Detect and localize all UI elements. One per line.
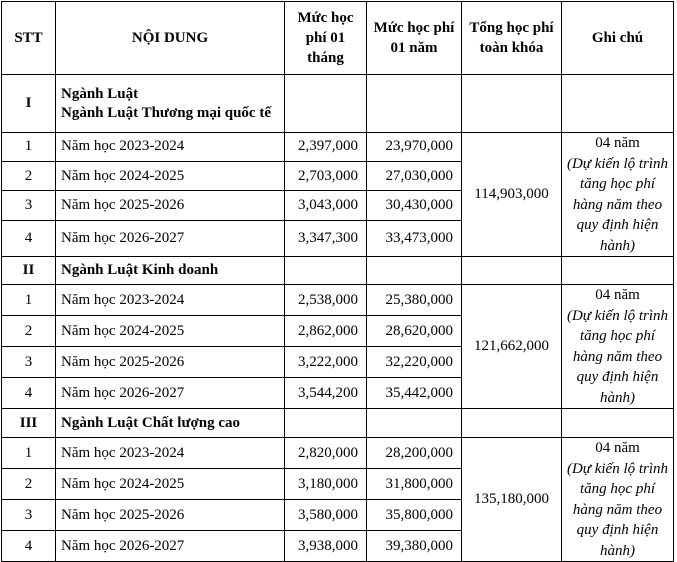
section-roman: III (2, 409, 56, 438)
row-monthly: 3,180,000 (285, 469, 367, 500)
section-total: 114,903,000 (462, 133, 562, 257)
section-title (56, 409, 285, 438)
row-monthly: 3,043,000 (285, 191, 367, 221)
empty-cell (562, 409, 674, 438)
row-year: Năm học 2023-2024 (56, 133, 285, 162)
row-year: Năm học 2024-2025 (56, 161, 285, 191)
row-stt: 3 (2, 191, 56, 221)
row-year: Năm học 2025-2026 (56, 500, 285, 531)
section-title-line: Ngành Luật Kinh doanh (61, 262, 219, 278)
empty-cell (367, 409, 462, 438)
section-row (2, 75, 674, 133)
row-year: Năm học 2025-2026 (56, 191, 285, 221)
section-row (2, 257, 674, 285)
row-yearly: 28,620,000 (367, 316, 462, 347)
row-stt: 1 (2, 438, 56, 469)
row-year: Năm học 2023-2024 (56, 438, 285, 469)
section-title (56, 257, 285, 285)
empty-cell (462, 409, 562, 438)
table-row (2, 438, 674, 469)
header-content: NỘI DUNG (56, 2, 285, 75)
row-year: Năm học 2026-2027 (56, 531, 285, 562)
row-stt: 2 (2, 316, 56, 347)
note-description: (Dự kiến lộ trình tăng học phí hàng năm theo quy định hiện hành) (566, 155, 669, 254)
row-yearly: 31,800,000 (367, 469, 462, 500)
section-title-line: Ngành Luật Chất lượng cao (61, 414, 241, 431)
empty-cell (562, 75, 674, 133)
header-yearly-fee: Mức học phí 01 năm (367, 2, 462, 75)
note-duration: 04 năm (595, 287, 640, 303)
row-yearly: 39,380,000 (367, 531, 462, 562)
row-monthly: 3,544,200 (285, 378, 367, 409)
row-yearly: 25,380,000 (367, 285, 462, 316)
row-year: Năm học 2024-2025 (56, 469, 285, 500)
header-row (2, 2, 674, 75)
empty-cell (285, 257, 367, 285)
section-total: 121,662,000 (462, 285, 562, 409)
note-description: (Dự kiến lộ trình tăng học phí hàng năm theo quy định hiện hành) (566, 307, 669, 406)
table-row (2, 285, 674, 316)
row-stt: 4 (2, 378, 56, 409)
section-roman: I (2, 75, 56, 133)
header-note: Ghi chú (562, 2, 674, 75)
section-total: 135,180,000 (462, 438, 562, 562)
row-stt: 4 (2, 221, 56, 257)
table-row (2, 133, 674, 162)
section-title-line: Ngành Luật (61, 85, 139, 102)
row-stt: 2 (2, 161, 56, 191)
row-stt: 2 (2, 469, 56, 500)
empty-cell (285, 409, 367, 438)
empty-cell (562, 257, 674, 285)
row-yearly: 30,430,000 (367, 191, 462, 221)
tuition-table (1, 1, 674, 562)
row-stt: 3 (2, 500, 56, 531)
row-yearly: 35,800,000 (367, 500, 462, 531)
header-stt: STT (2, 2, 56, 75)
row-yearly: 28,200,000 (367, 438, 462, 469)
row-yearly: 33,473,000 (367, 221, 462, 257)
note-description: (Dự kiến lộ trình tăng học phí hàng năm theo quy định hiện hành) (566, 460, 669, 559)
row-stt: 1 (2, 285, 56, 316)
section-title (56, 75, 285, 133)
table-body (2, 75, 674, 562)
section-row (2, 409, 674, 438)
note-duration: 04 năm (595, 135, 640, 151)
row-monthly: 2,820,000 (285, 438, 367, 469)
row-monthly: 2,397,000 (285, 133, 367, 162)
row-monthly: 3,222,000 (285, 347, 367, 378)
row-monthly: 3,580,000 (285, 500, 367, 531)
row-stt: 3 (2, 347, 56, 378)
row-stt: 4 (2, 531, 56, 562)
row-yearly: 27,030,000 (367, 161, 462, 191)
empty-cell (367, 257, 462, 285)
note-duration: 04 năm (595, 440, 640, 456)
row-year: Năm học 2023-2024 (56, 285, 285, 316)
row-year: Năm học 2026-2027 (56, 378, 285, 409)
empty-cell (462, 75, 562, 133)
row-monthly: 3,938,000 (285, 531, 367, 562)
row-year: Năm học 2024-2025 (56, 316, 285, 347)
section-note (562, 285, 674, 409)
row-monthly: 3,347,300 (285, 221, 367, 257)
row-year: Năm học 2025-2026 (56, 347, 285, 378)
row-yearly: 23,970,000 (367, 133, 462, 162)
row-yearly: 35,442,000 (367, 378, 462, 409)
header-total-fee: Tổng học phí toàn khóa (462, 2, 562, 75)
empty-cell (462, 257, 562, 285)
empty-cell (285, 75, 367, 133)
section-title-line: Ngành Luật Thương mại quốc tế (61, 104, 271, 121)
header-monthly-fee: Mức học phí 01 tháng (285, 2, 367, 75)
section-roman: II (2, 257, 56, 285)
empty-cell (367, 75, 462, 133)
row-monthly: 2,703,000 (285, 161, 367, 191)
row-year: Năm học 2026-2027 (56, 221, 285, 257)
row-yearly: 32,220,000 (367, 347, 462, 378)
row-monthly: 2,862,000 (285, 316, 367, 347)
row-monthly: 2,538,000 (285, 285, 367, 316)
row-stt: 1 (2, 133, 56, 162)
section-note (562, 133, 674, 257)
